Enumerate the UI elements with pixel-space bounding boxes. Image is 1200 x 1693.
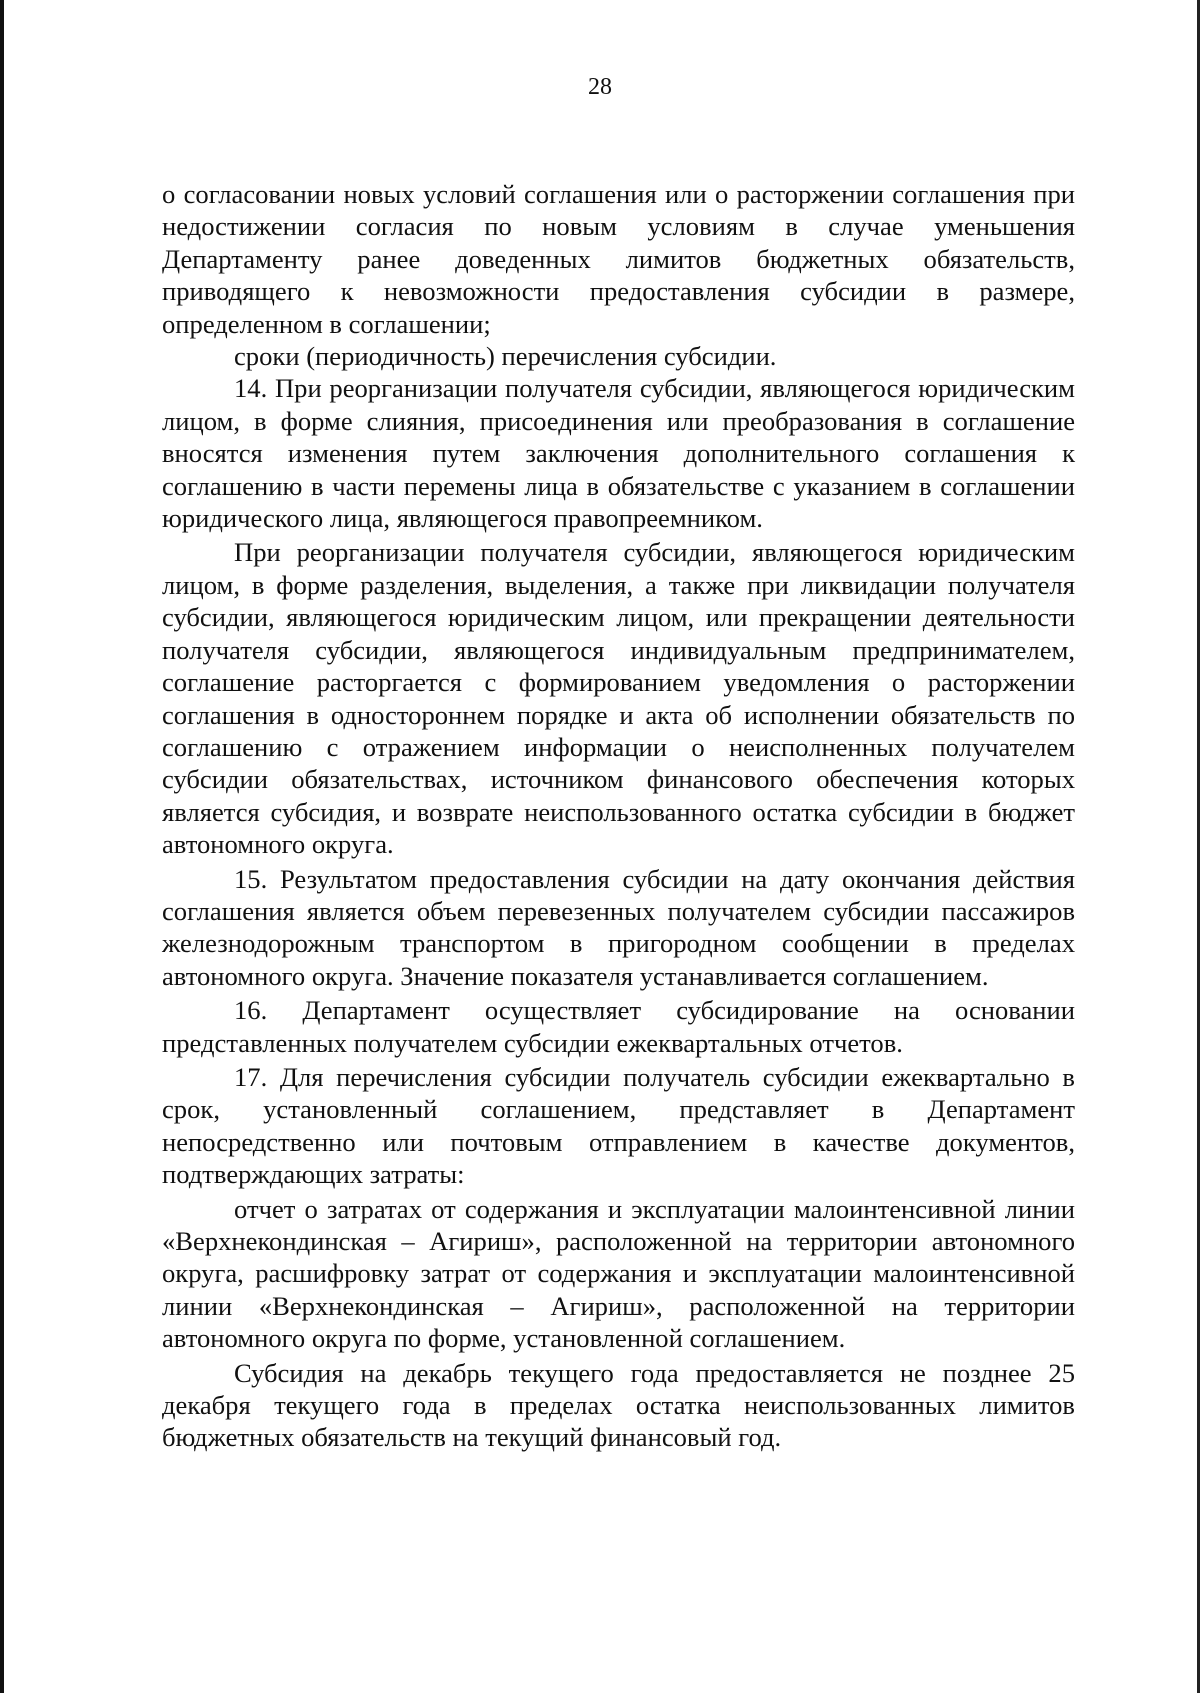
- paragraph-14: 14. При реорганизации получателя субсидии, являющегося юридическим лицом, в форме слияния, присоединения или преобразования в соглашение вносятся изменения путем заключения дополнительного соглашения к соглашению в части перемены лица в обязательстве с указанием в соглашении юридического лица, являющегося правопреемником.: [162, 373, 1075, 534]
- page-number: 28: [588, 74, 612, 100]
- paragraph-17-report: отчет о затратах от содержания и эксплуатации малоинтенсивной линии «Верхнекондинская – Агириш», расположенной на территории автономного округа, расшифровку затрат от содержания и эксплуатации малоинтенсивной линии «Верхнекондинская – Агириш», расположенной на территории автономного округа по форме, установленной соглашением.: [162, 1193, 1075, 1354]
- paragraph-december-subsidy: Субсидия на декабрь текущего года предоставляется не позднее 25 декабря текущего года в пределах остатка неиспользованных лимитов бюджетных обязательств на текущий финансовый год.: [162, 1357, 1075, 1453]
- paragraph-15: 15. Результатом предоставления субсидии на дату окончания действия соглашения является объем перевезенных получателем субсидии пассажиров железнодорожным транспортом в пригородном сообщении в пределах автономного округа. Значение показателя устанавливается соглашением.: [162, 863, 1075, 991]
- paragraph-16: 16. Департамент осуществляет субсидирование на основании представленных получателем субсидии ежеквартальных отчетов.: [162, 995, 1075, 1058]
- paragraph-14-reorganization: При реорганизации получателя субсидии, являющегося юридическим лицом, в форме разделения, выделения, а также при ликвидации получателя субсидии, являющегося юридическим лицом, или прекращении деятельности получателя субсидии, являющегося индивидуальным предпринимателем, соглашение расторгается с формированием уведомления о расторжении соглашения в одностороннем порядке и акта об исполнении обязательств по соглашению с отражением информации о неисполненных получателем субсидии обязательствах, источником финансового обеспечения которых является субсидия, и возврате неиспользованного остатка субсидии в бюджет автономного округа.: [162, 537, 1075, 860]
- body-text: [162, 178, 1075, 1454]
- paragraph-transfer-terms: сроки (периодичность) перечисления субсидии.: [234, 341, 777, 372]
- paragraph-17: 17. Для перечисления субсидии получатель субсидии ежеквартально в срок, установленный соглашением, представляет в Департамент непосредственно или почтовым отправлением в качестве документов, подтверждающих затраты:: [162, 1061, 1075, 1190]
- paragraph-conditions-continuation: о согласовании новых условий соглашения или о расторжении соглашения при недостижении согласия по новым условиям в случае уменьшения Департаменту ранее доведенных лимитов бюджетных обязательств, приводящего к невозможности предоставления субсидии в размере, определенном в соглашении;: [162, 179, 1075, 339]
- scan-edge-left: [0, 0, 4, 1693]
